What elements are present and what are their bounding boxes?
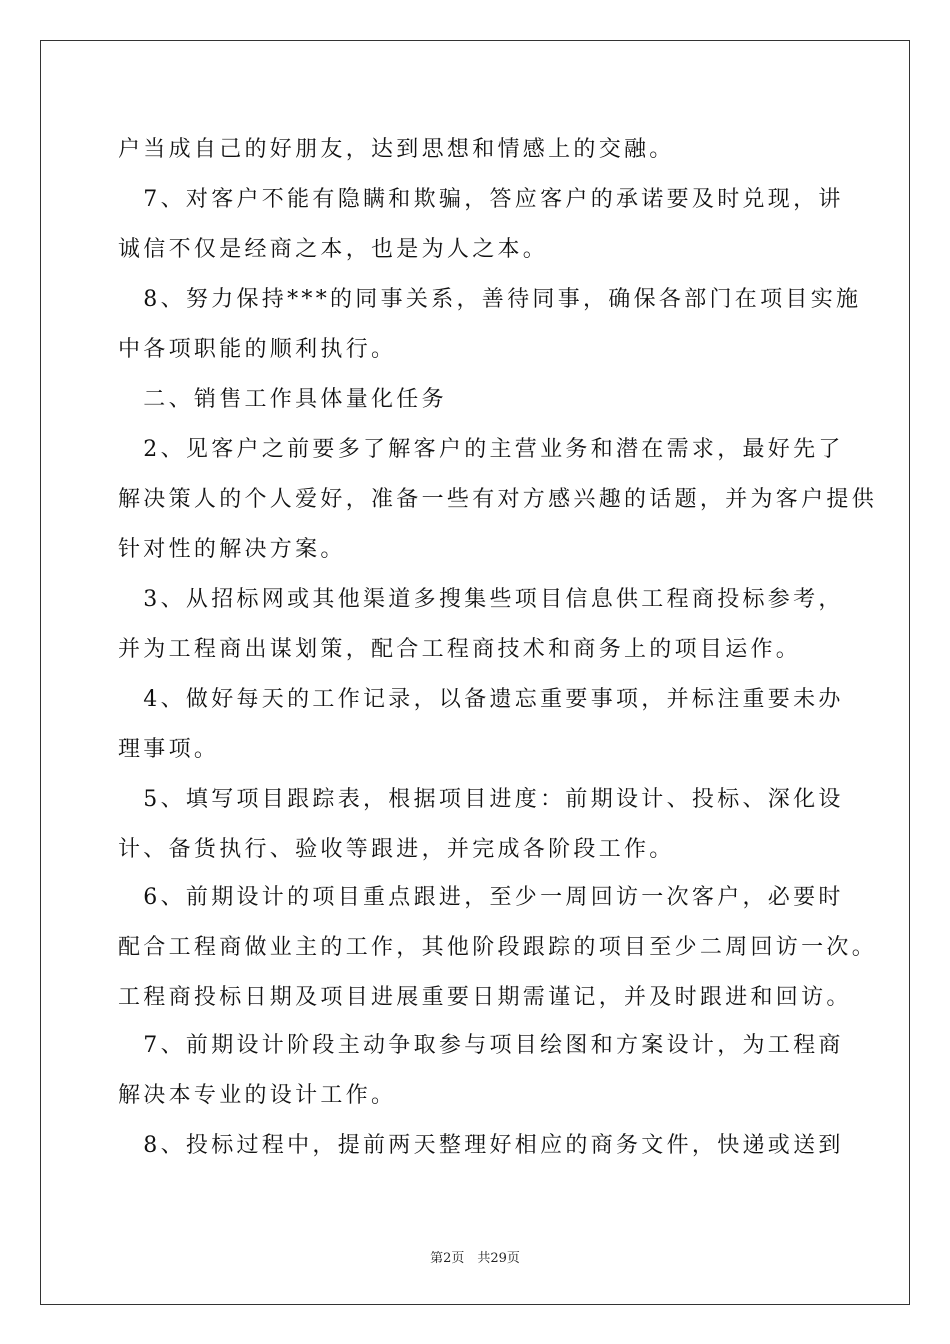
text-line: 8、投标过程中，提前两天整理好相应的商务文件，快递或送到 <box>118 1133 844 1158</box>
text-line: 计、备货执行、验收等跟进，并完成各阶段工作。 <box>118 837 675 862</box>
text-line: 针对性的解决方案。 <box>118 537 346 562</box>
text-line: 7、前期设计阶段主动争取参与项目绘图和方案设计，为工程商 <box>118 1033 844 1058</box>
text-line: 户当成自己的好朋友，达到思想和情感上的交融。 <box>118 137 675 162</box>
page-border <box>40 40 910 1305</box>
text-line: 8、努力保持***的同事关系，善待同事，确保各部门在项目实施 <box>118 287 862 312</box>
text-line: 3、从招标网或其他渠道多搜集些项目信息供工程商投标参考， <box>118 587 844 612</box>
text-line: 并为工程商出谋划策，配合工程商技术和商务上的项目运作。 <box>118 637 802 662</box>
text-line: 理事项。 <box>118 737 220 762</box>
text-line: 解决策人的个人爱好，准备一些有对方感兴趣的话题，并为客户提供 <box>118 487 878 512</box>
text-line: 中各项职能的顺利执行。 <box>118 337 397 362</box>
text-line: 5、填写项目跟踪表，根据项目进度：前期设计、投标、深化设 <box>118 787 844 812</box>
section-heading: 二、销售工作具体量化任务 <box>118 387 447 412</box>
text-line: 6、前期设计的项目重点跟进，至少一周回访一次客户，必要时 <box>118 885 844 910</box>
page-number-footer: 第2页 共29页 <box>430 1251 520 1266</box>
text-line: 4、做好每天的工作记录，以备遗忘重要事项，并标注重要未办 <box>118 687 844 712</box>
text-line: 解决本专业的设计工作。 <box>118 1083 397 1108</box>
text-line: 7、对客户不能有隐瞒和欺骗，答应客户的承诺要及时兑现，讲 <box>118 187 844 212</box>
text-line: 工程商投标日期及项目进展重要日期需谨记，并及时跟进和回访。 <box>118 985 852 1010</box>
text-line: 诚信不仅是经商之本，也是为人之本。 <box>118 237 549 262</box>
text-line: 配合工程商做业主的工作，其他阶段跟踪的项目至少二周回访一次。 <box>118 935 878 960</box>
text-line: 2、见客户之前要多了解客户的主营业务和潜在需求，最好先了 <box>118 437 844 462</box>
